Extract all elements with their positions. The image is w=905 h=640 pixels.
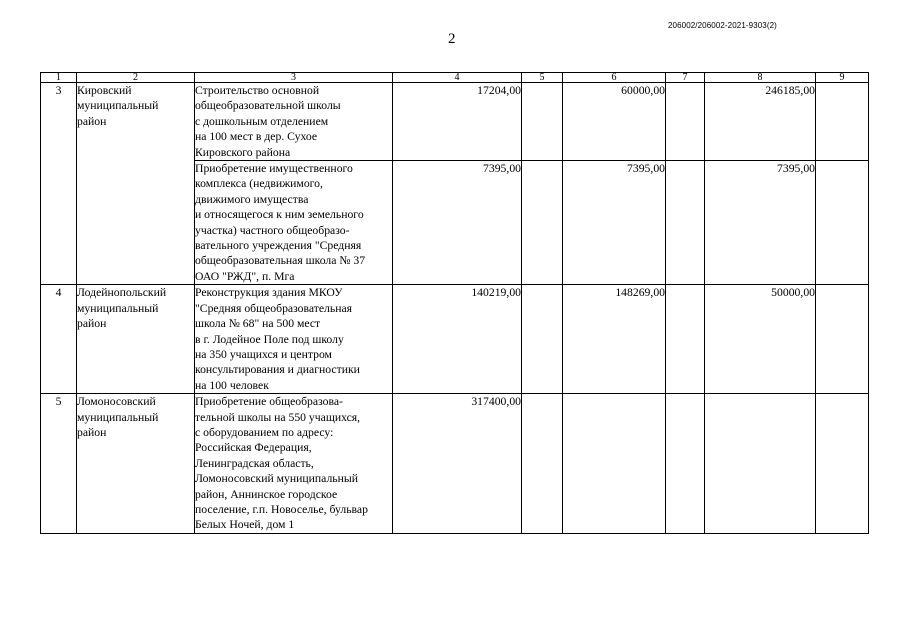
municipality-line: Кировский	[77, 84, 132, 97]
project-line: комплекса (недвижимого,	[195, 177, 323, 191]
header-cell: 5	[522, 73, 563, 83]
project-cell	[195, 161, 393, 285]
project-cell	[195, 394, 393, 534]
project-line: участка) частного общеобразо-	[195, 223, 350, 237]
project-line: на 350 учащихся и центром	[195, 347, 332, 361]
header-cell: 6	[563, 73, 666, 83]
project-line: с дошкольным отделением	[195, 114, 329, 128]
value-cell-col9	[816, 161, 869, 285]
project-line: "Средняя общеобразовательная	[195, 301, 353, 315]
project-line: в г. Лодейное Поле под школу	[195, 332, 344, 346]
project-line: Российская Федерация,	[195, 441, 312, 455]
value-cell-col5	[522, 285, 563, 394]
municipality-cell	[77, 285, 195, 394]
municipality-cell	[77, 83, 195, 285]
table-row	[41, 394, 869, 534]
municipality-line: район	[77, 114, 107, 128]
row-number: 3	[41, 83, 77, 285]
project-line: школа № 68" на 500 мест	[195, 317, 321, 331]
table-row	[41, 83, 869, 161]
header-cell: 8	[705, 73, 816, 83]
page-number: 2	[448, 31, 456, 47]
value-cell-col8: 7395,00	[705, 161, 816, 285]
value-cell-col7	[666, 285, 705, 394]
table-header-row	[41, 73, 869, 83]
value-cell-col7	[666, 83, 705, 161]
value-cell-col6: 148269,00	[563, 285, 666, 394]
value-cell-col8	[705, 394, 816, 534]
project-line: Ленинградская область,	[195, 456, 314, 470]
municipality-line: муниципальный	[77, 301, 159, 315]
header-cell: 1	[41, 73, 77, 83]
value-cell-col5	[522, 161, 563, 285]
project-line: на 100 мест в дер. Сухое	[195, 130, 318, 144]
project-line: тельной школы на 550 учащихся,	[195, 410, 361, 424]
value-cell-col8: 246185,00	[705, 83, 816, 161]
project-line: общеобразовательная школа № 37	[195, 254, 366, 268]
value-cell-col4: 140219,00	[393, 285, 522, 394]
project-line: и относящегося к ним земельного	[195, 208, 364, 222]
project-line: поселение, г.п. Новоселье, бульвар	[195, 502, 368, 516]
header-cell: 2	[77, 73, 195, 83]
project-line: вательного учреждения "Средняя	[195, 239, 362, 253]
project-line: Приобретение общеобразова-	[195, 395, 343, 409]
header-cell: 4	[393, 73, 522, 83]
header-cell: 3	[195, 73, 393, 83]
value-cell-col7	[666, 394, 705, 534]
table-row	[41, 285, 869, 394]
value-cell-col5	[522, 83, 563, 161]
project-line: Приобретение имущественного	[195, 162, 353, 176]
value-cell-col4: 17204,00	[393, 83, 522, 161]
project-cell	[195, 285, 393, 394]
header-cell: 9	[816, 73, 869, 83]
value-cell-col9	[816, 285, 869, 394]
project-line: общеобразовательной школы	[195, 99, 341, 113]
project-line: с оборудованием по адресу:	[195, 425, 334, 439]
project-line: Ломоносовский муниципальный	[195, 472, 358, 486]
municipality-line: Ломоносовский	[77, 395, 156, 409]
project-line: Строительство основной	[195, 84, 320, 97]
value-cell-col9	[816, 83, 869, 161]
project-line: на 100 человек	[195, 378, 269, 392]
municipality-line: муниципальный	[77, 99, 159, 113]
value-cell-col6: 60000,00	[563, 83, 666, 161]
project-line: Реконструкция здания МКОУ	[195, 286, 343, 300]
document-id: 206002/206002-2021-9303(2)	[668, 21, 777, 30]
value-cell-col8: 50000,00	[705, 285, 816, 394]
municipality-cell	[77, 394, 195, 534]
municipality-line: муниципальный	[77, 410, 159, 424]
project-line: Кировского района	[195, 145, 291, 159]
row-number: 5	[41, 394, 77, 534]
project-line: консультирования и диагностики	[195, 363, 360, 377]
value-cell-col6: 7395,00	[563, 161, 666, 285]
data-table	[40, 72, 869, 534]
value-cell-col4: 317400,00	[393, 394, 522, 534]
value-cell-col9	[816, 394, 869, 534]
municipality-line: район	[77, 425, 107, 439]
project-cell	[195, 83, 393, 161]
value-cell-col4: 7395,00	[393, 161, 522, 285]
row-number: 4	[41, 285, 77, 394]
municipality-line: Лодейнопольский	[77, 286, 167, 300]
value-cell-col5	[522, 394, 563, 534]
value-cell-col7	[666, 161, 705, 285]
project-line: Белых Ночей, дом 1	[195, 518, 295, 532]
header-cell: 7	[666, 73, 705, 83]
municipality-line: район	[77, 317, 107, 331]
project-line: движимого имущества	[195, 192, 309, 206]
project-line: район, Аннинское городское	[195, 487, 338, 501]
value-cell-col6	[563, 394, 666, 534]
project-line: ОАО "РЖД", п. Мга	[195, 269, 295, 283]
